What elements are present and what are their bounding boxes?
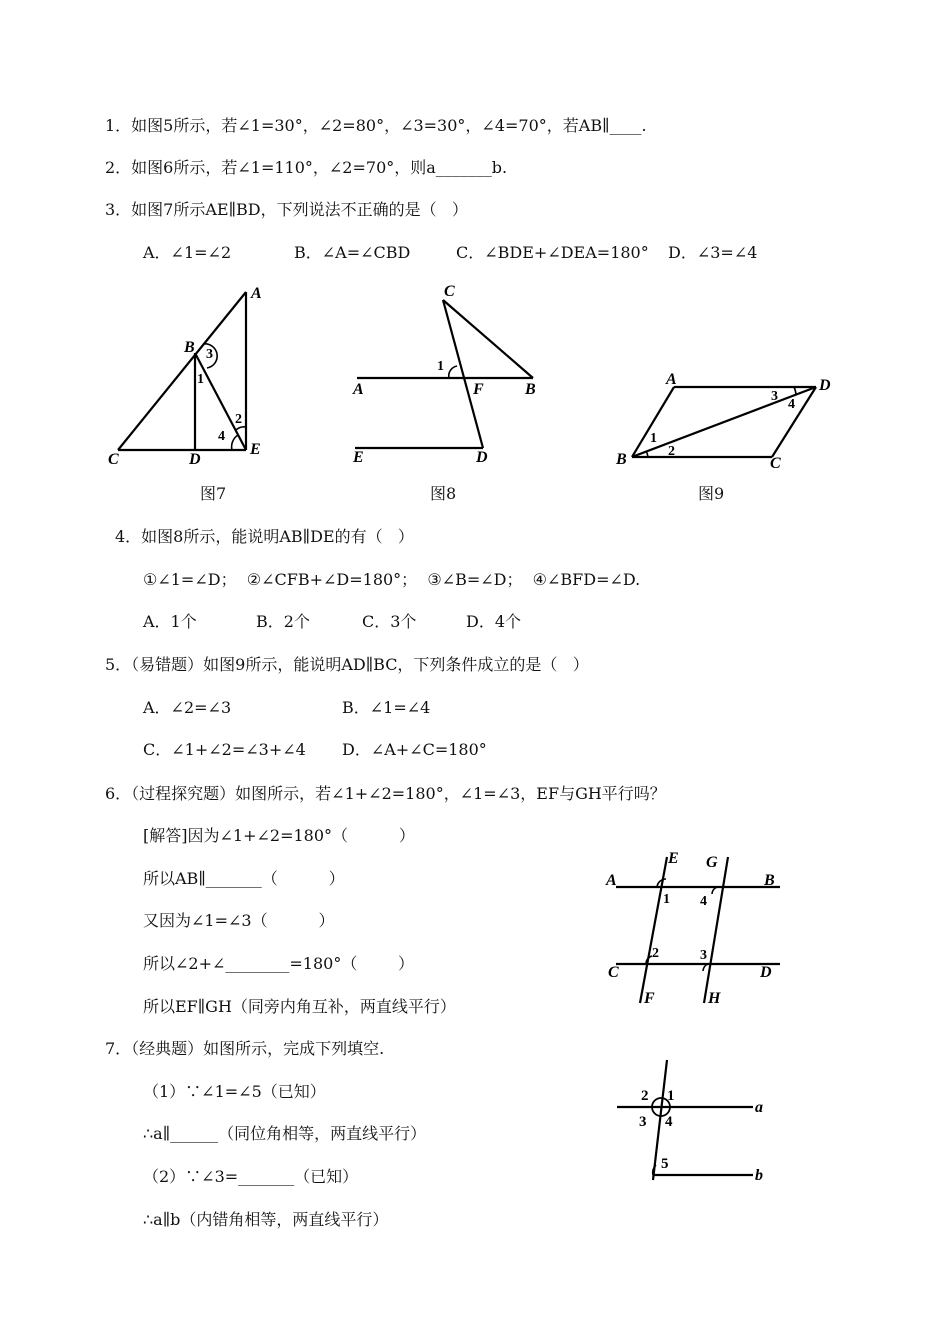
- fig6-label-D: D: [760, 964, 772, 981]
- fig6-label-2: 2: [652, 946, 659, 961]
- question-5: 5．（易错题）如图9所示，能说明AD∥BC，下列条件成立的是（ ）: [105, 655, 589, 674]
- fig7-label-4: 4: [218, 429, 225, 444]
- q6-step-2: 所以AB∥_______（ ）: [143, 869, 345, 888]
- fig9-label-B: B: [616, 451, 627, 468]
- fig7-label-E: E: [250, 441, 261, 458]
- question-2: 2．如图6所示，若∠1=110°，∠2=70°，则a_______b.: [105, 158, 508, 177]
- figure-7-diagram: [100, 280, 280, 470]
- fig9-label-D: D: [819, 377, 831, 394]
- fig6-label-B: B: [764, 872, 775, 889]
- q3-option-a: A．∠1=∠2: [143, 243, 232, 262]
- q3-option-b: B．∠A=∠CBD: [294, 243, 411, 262]
- q5-option-a: A．∠2=∠3: [143, 698, 232, 717]
- q4-option-a: A．1个: [143, 612, 197, 631]
- fig8-label-B: B: [525, 381, 536, 398]
- fig6-label-1: 1: [663, 892, 670, 907]
- q6-step-5: 所以EF∥GH（同旁内角互补，两直线平行）: [143, 997, 456, 1016]
- figure-8-diagram: [345, 280, 555, 470]
- fig6-label-C: C: [608, 964, 619, 981]
- figq7-label-a: a: [755, 1099, 763, 1116]
- fig9-label-3: 3: [771, 389, 778, 404]
- q4-option-d: D．4个: [466, 612, 522, 631]
- q6-step-1: [解答]因为∠1+∠2=180°（ ）: [143, 826, 415, 845]
- fig6-label-G: G: [706, 854, 718, 871]
- question-3: 3．如图7所示AE∥BD，下列说法不正确的是（ ）: [105, 200, 468, 219]
- fig7-label-A: A: [251, 285, 262, 302]
- figq7-label-2: 2: [641, 1088, 649, 1104]
- q6-step-4: 所以∠2+∠________=180°（ ）: [143, 954, 415, 973]
- figq7-label-b: b: [755, 1167, 763, 1184]
- figure-q6-diagram: [600, 845, 790, 1015]
- q7-line-3: （2）∵∠3=_______（已知）: [143, 1167, 359, 1186]
- q5-option-b: B．∠1=∠4: [342, 698, 431, 717]
- fig6-label-A: A: [606, 872, 617, 889]
- q4-statements: ①∠1=∠D； ②∠CFB+∠D=180°； ③∠B=∠D； ④∠BFD=∠D.: [143, 570, 641, 589]
- fig6-label-H: H: [708, 990, 721, 1007]
- fig9-label-2: 2: [668, 444, 675, 459]
- fig7-label-2: 2: [235, 412, 242, 427]
- q7-line-2: ∴a∥______（同位角相等，两直线平行）: [143, 1124, 427, 1143]
- fig9-label-1: 1: [650, 431, 657, 446]
- q5-option-d: D．∠A+∠C=180°: [342, 740, 487, 759]
- figq7-label-3: 3: [639, 1114, 647, 1130]
- fig7-label-C: C: [108, 451, 119, 468]
- fig6-label-3: 3: [700, 948, 707, 963]
- fig8-label-C: C: [444, 283, 455, 300]
- fig7-label-B: B: [184, 339, 195, 356]
- fig8-label-F: F: [473, 381, 484, 398]
- fig6-label-F: F: [644, 990, 655, 1007]
- figure-9-diagram: [608, 360, 848, 475]
- fig9-label-C: C: [770, 455, 781, 472]
- fig8-label-D: D: [476, 449, 488, 466]
- question-7: 7．（经典题）如图所示，完成下列填空.: [105, 1039, 385, 1058]
- q6-step-3: 又因为∠1=∠3（ ）: [143, 911, 335, 930]
- q4-option-c: C．3个: [362, 612, 417, 631]
- q3-option-d: D．∠3=∠4: [668, 243, 758, 262]
- q4-option-b: B．2个: [256, 612, 310, 631]
- figq7-label-1: 1: [667, 1088, 675, 1104]
- fig6-label-E: E: [668, 850, 679, 867]
- question-1: 1．如图5所示，若∠1=30°，∠2=80°，∠3=30°，∠4=70°，若AB∥____.: [105, 116, 647, 135]
- fig6-label-4: 4: [700, 894, 707, 909]
- fig9-label-4: 4: [788, 397, 795, 412]
- q7-line-4: ∴a∥b（内错角相等，两直线平行）: [143, 1210, 389, 1229]
- fig7-label-D: D: [189, 451, 201, 468]
- q5-option-c: C．∠1+∠2=∠3+∠4: [143, 740, 306, 759]
- question-6: 6．（过程探究题）如图所示，若∠1+∠2=180°，∠1=∠3，EF与GH平行吗？: [105, 784, 666, 803]
- fig8-label-1: 1: [437, 359, 444, 374]
- figure-q7-diagram: [605, 1050, 780, 1190]
- fig7-label-3: 3: [206, 347, 213, 362]
- q3-option-c: C．∠BDE+∠DEA=180°: [456, 243, 649, 262]
- figq7-label-5: 5: [661, 1156, 669, 1172]
- fig7-label-1: 1: [197, 372, 204, 387]
- question-4: 4．如图8所示，能说明AB∥DE的有（ ）: [115, 527, 414, 546]
- figure-8-caption: 图8: [430, 484, 457, 503]
- figure-7-caption: 图7: [200, 484, 227, 503]
- fig8-label-E: E: [353, 449, 364, 466]
- fig9-label-A: A: [666, 371, 677, 388]
- figure-9-caption: 图9: [698, 484, 725, 503]
- figq7-label-4: 4: [665, 1114, 673, 1130]
- fig8-label-A: A: [353, 381, 364, 398]
- q7-line-1: （1）∵∠1=∠5（已知）: [143, 1082, 326, 1101]
